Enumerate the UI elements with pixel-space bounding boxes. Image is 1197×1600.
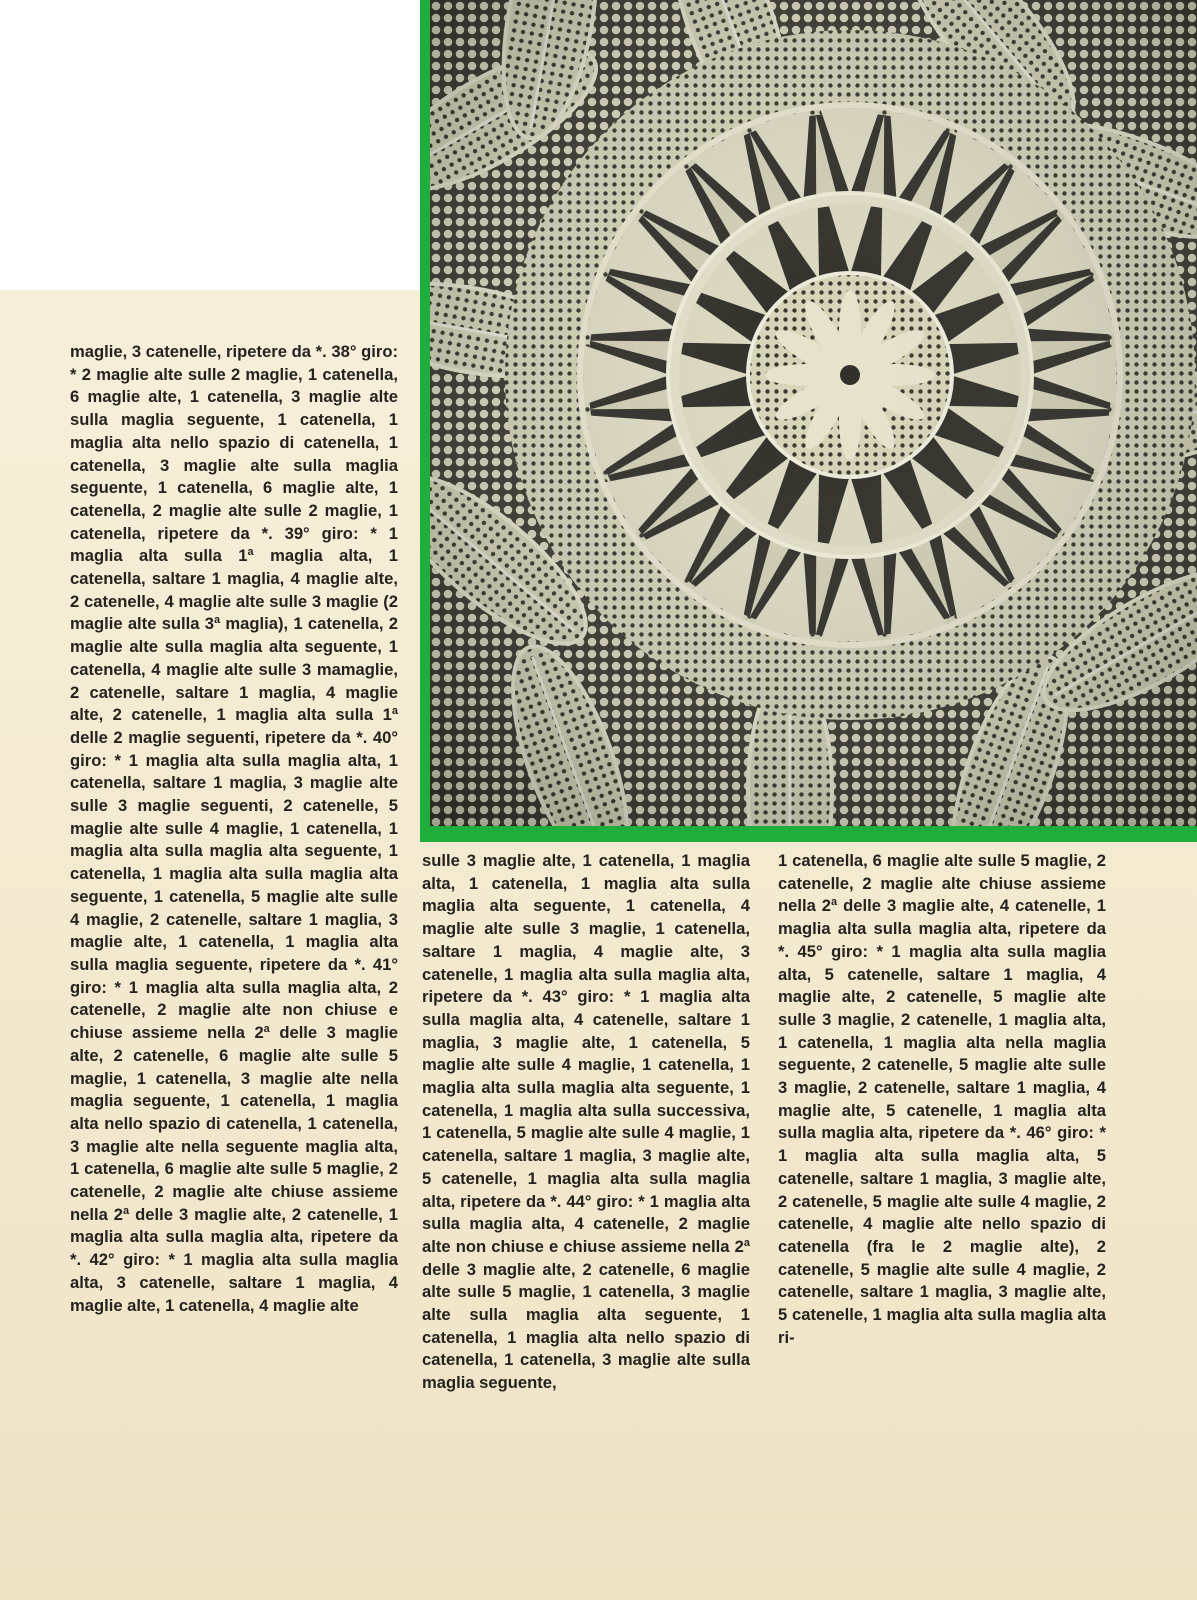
instruction-text: * 1 maglia alta sulla maglia alta, 2 catenelle, 2 maglie alte non chiuse e chiuse assieme nella 2ª delle 3 maglie alte, 2 catenelle, 6 maglie alte sulle 5 maglie, 1 catenella, 3 maglie alte nella maglia seguente, 1 catenella, 1 maglia alta nello spazio di catenella, 1 catenella, 3 maglie alte nella seguente maglia alta, 1 catenella, 6 maglie alte sulle 5 maglie, 2 catenelle, 2 maglie alte chiuse assieme nella 2ª delle 3 maglie alte, 2 catenelle, 1 maglia alta sulla maglia alta, ripetere da *. [70, 977, 398, 1270]
round-label: 43° giro: [542, 987, 615, 1007]
round-label: 41° giro: [70, 954, 398, 997]
photo-frame [420, 0, 1197, 842]
instruction-text: * 1 maglia alta sulla maglia alta, 4 catenelle, saltare 1 maglia, 3 maglie alte, 1 catenella, 5 maglie alte sulle 4 maglie, 1 catenella, 1 maglia alta sulla maglia alta seguente, 1 catenella, 1 maglia alta sulla successiva, 1 catenella, 5 maglie alte sulle 4 maglie, 1 catenella, saltare 1 maglia, 3 maglie alte, 5 catenelle, 1 maglia alta sulla maglia alta, ripetere da *. [422, 987, 751, 1211]
instruction-text: 1 catenella, 6 maglie alte sulle 5 maglie, 2 catenelle, 2 maglie alte chiuse assieme nella 2ª delle 3 maglie alte, 4 catenelle, 1 maglia alta sulla maglia alta, ripetere da *. [778, 851, 1106, 961]
instruction-text: * 1 maglia alta sulla maglia alta, 3 catenelle, saltare 1 maglia, 4 maglie alte, 1 catenella, 4 maglie alte [70, 1250, 398, 1315]
instruction-text: * 1 maglia alta sulla maglia alta, 1 catenella, saltare 1 maglia, 3 maglie alte sulle 3 maglie seguenti, 2 catenelle, 5 maglie alte sulle 4 maglie, 1 catenella, 1 maglia alta sulla maglia alta seguente, 1 catenella, 1 maglia alta sulla maglia alta seguente, 1 catenella, 5 maglie alte sulle 4 maglie, 2 catenelle, saltare 1 maglia, 3 maglie alte, 1 catenella, 1 maglia alta sulla maglia seguente, ripetere da *. [70, 750, 398, 974]
instruction-column-1 [70, 341, 398, 1317]
round-label: 44° giro: [566, 1191, 634, 1211]
round-label: 39° giro: [284, 523, 359, 543]
instruction-column-3 [778, 850, 1106, 1349]
round-label: 46° giro: [1026, 1123, 1094, 1143]
instruction-text: sulle 3 maglie alte, 1 catenella, 1 maglia alta, 1 catenella, 1 maglia alta sulla maglia alta seguente, 1 catenella, 4 maglie alte sulle 3 maglie, 1 catenella, saltare 1 maglia, 4 maglie alte, 3 catenelle, 1 maglia alta sulla maglia alta, ripetere da *. [422, 851, 750, 1007]
instruction-text: * 1 maglia alta sulla maglia alta, 5 catenelle, saltare 1 maglia, 3 maglie alte, 2 catenelle, 5 maglie alte sulle 4 maglie, 2 catenelle, 4 maglie alte nello spazio di catenella (fra le 2 maglie alte), 2 catenelle, 5 maglie alte sulle 4 maglie, 2 catenelle, saltare 1 maglia, 3 maglie alte, 5 catenelle, 1 maglia alta sulla maglia alta ri- [778, 1123, 1106, 1347]
crochet-doily-photo [430, 0, 1197, 826]
instruction-text: maglie, 3 catenelle, ripetere da *. [70, 342, 332, 361]
round-label: 40° giro: [70, 727, 398, 770]
instruction-text: * 1 maglia alta sulla 1ª maglia alta, 1 catenella, saltare 1 maglia, 4 maglie alte, 2 catenelle, 4 maglie alte sulle 3 maglie (2 maglie alte sulla 3ª maglia), 1 catenella, 2 maglie alte sulla maglia alta seguente, 1 catenella, 4 maglie alte sulle 3 mamaglie, 2 catenelle, saltare 1 maglia, 4 maglie alte, 2 catenelle, 1 maglia alta sulla 1ª delle 2 maglie seguenti, ripetere da *. [70, 523, 398, 747]
instruction-column-2 [422, 850, 750, 1395]
round-label: 42° giro: [89, 1250, 160, 1270]
round-label: 45° giro: [797, 941, 868, 961]
instruction-text: * 2 maglie alte sulle 2 maglie, 1 catenella, 6 maglie alte, 1 catenella, 3 maglie alte sulla maglia seguente, 1 catenella, 1 maglia alta nello spazio di catenella, 1 catenella, 3 maglie alte sulla maglia seguente, 1 catenella, 6 maglie alte, 1 catenella, 2 maglie alte sulle 2 maglie, 1 catenella, ripetere da *. [70, 364, 398, 543]
instruction-text: * 1 maglia alta sulla maglia alta, 4 catenelle, 2 maglie alte non chiuse e chiuse assieme nella 2ª delle 3 maglie alte, 2 catenelle, 6 maglie alte sulle 5 maglie, 1 catenella, 3 maglie alte sulla maglia alta seguente, 1 catenella, 1 maglia alta nello spazio di catenella, 1 catenella, 3 maglie alte sulla maglia seguente, [422, 1191, 750, 1393]
instruction-text: * 1 maglia alta sulla maglia alta, 5 catenelle, saltare 1 maglia, 4 maglie alte, 2 catenelle, 5 maglie alte sulle 3 maglie, 2 catenelle, 1 maglia alta, 1 catenella, 1 maglia alta nella maglia seguente, 2 catenelle, 5 maglie alte sulle 3 maglie, 2 catenelle, saltare 1 maglia, 4 maglie alte, 5 catenelle, 1 maglia alta sulla maglia alta, ripetere da *. [778, 941, 1106, 1143]
round-label: 38° giro: [331, 342, 399, 361]
